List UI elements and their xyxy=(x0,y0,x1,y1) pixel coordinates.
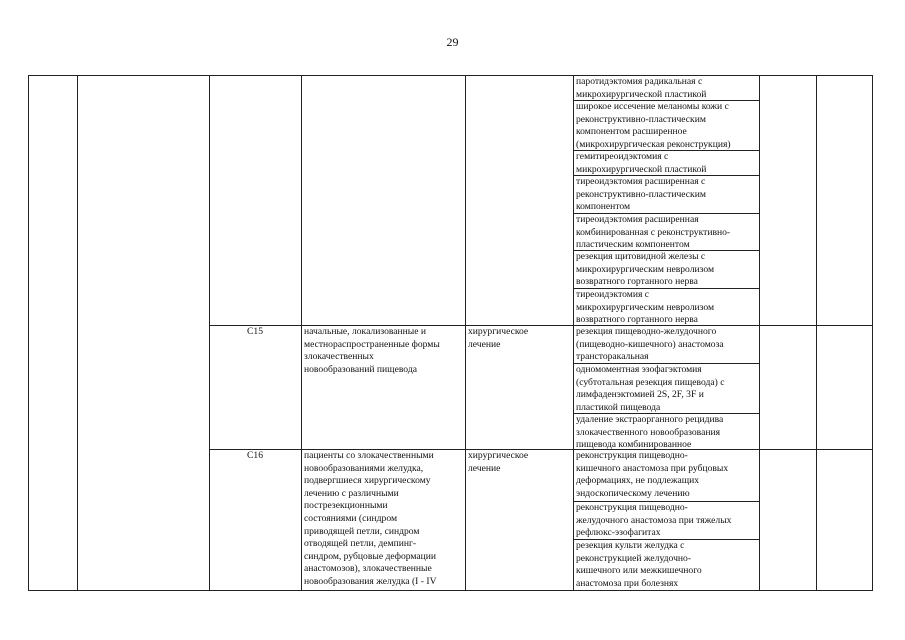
method-cell: тиреоидэктомия с микрохирургическим невролизом возвратного гортанного нерва xyxy=(576,289,715,326)
method-cell: одномоментная эзофагэктомия (субтотальная резекция пищевода) с лимфаденэктомией 2S, 2F, 3F и пластикой пищевода xyxy=(576,364,725,413)
column-divider xyxy=(301,76,302,590)
diagnosis-code: C15 xyxy=(247,326,263,337)
column-divider xyxy=(759,76,760,590)
page-number: 29 xyxy=(446,35,459,49)
diagnosis-code: C16 xyxy=(247,450,263,461)
method-cell: гемитиреоидэктомия с микрохирургической пластикой xyxy=(576,151,707,175)
method-cell: удаление экстраорганного рецидива злокачественного новообразования пищевода комбинированное xyxy=(576,414,724,451)
method-cell: реконструкция пищеводно- кишечного анастомоза при рубцовых деформациях, не подлежащих эндоскопическому лечению xyxy=(576,450,729,499)
treatment-type: хирургическое лечение xyxy=(468,450,529,474)
method-cell: резекция пищеводно-желудочного (пищеводно-кишечного) анастомоза трансторакальная xyxy=(576,326,724,363)
method-cell: реконструкция пищеводно- желудочного анастомоза при тяжелых рефлюкс-эзофагитах xyxy=(576,502,732,539)
method-cell: паротидэктомия радикальная с микрохирургической пластикой xyxy=(576,76,707,100)
diagnosis-description: начальные, локализованные и местнораспространенные формы злокачественных новообразований пищевода xyxy=(304,326,440,375)
method-cell: тиреоидэктомия расширенная с реконструктивно-пластическим компонентом xyxy=(576,176,706,213)
diagnosis-description: пациенты со злокачественными новообразованиями желудка, подвергшиеся хирургическому лечению с различными пострезекционными состояниями (синдром приводящей петли, синдром отводящей петли, демпинг- синдром, рубцовые деформации анастомозов), злокачественные новообразования желудка (I - IV xyxy=(304,450,437,587)
method-cell: резекция культи желудка с реконструкцией желудочно- кишечного или межкишечного анастомоза при болезнях xyxy=(576,540,702,589)
medical-procedures-table xyxy=(28,75,873,591)
column-divider xyxy=(573,76,574,590)
column-divider xyxy=(465,76,466,590)
column-divider xyxy=(816,76,817,590)
method-cell: широкое иссечение меланомы кожи с реконструктивно-пластическим компонентом расширенное (микрохирургическая реконструкция) xyxy=(576,101,731,150)
method-cell: тиреоидэктомия расширенная комбинированная с реконструктивно- пластическим компонентом xyxy=(576,214,731,251)
treatment-type: хирургическое лечение xyxy=(468,326,529,350)
method-cell: резекция щитовидной железы с микрохирургическим невролизом возвратного гортанного нерва xyxy=(576,251,715,288)
column-divider xyxy=(77,76,78,590)
